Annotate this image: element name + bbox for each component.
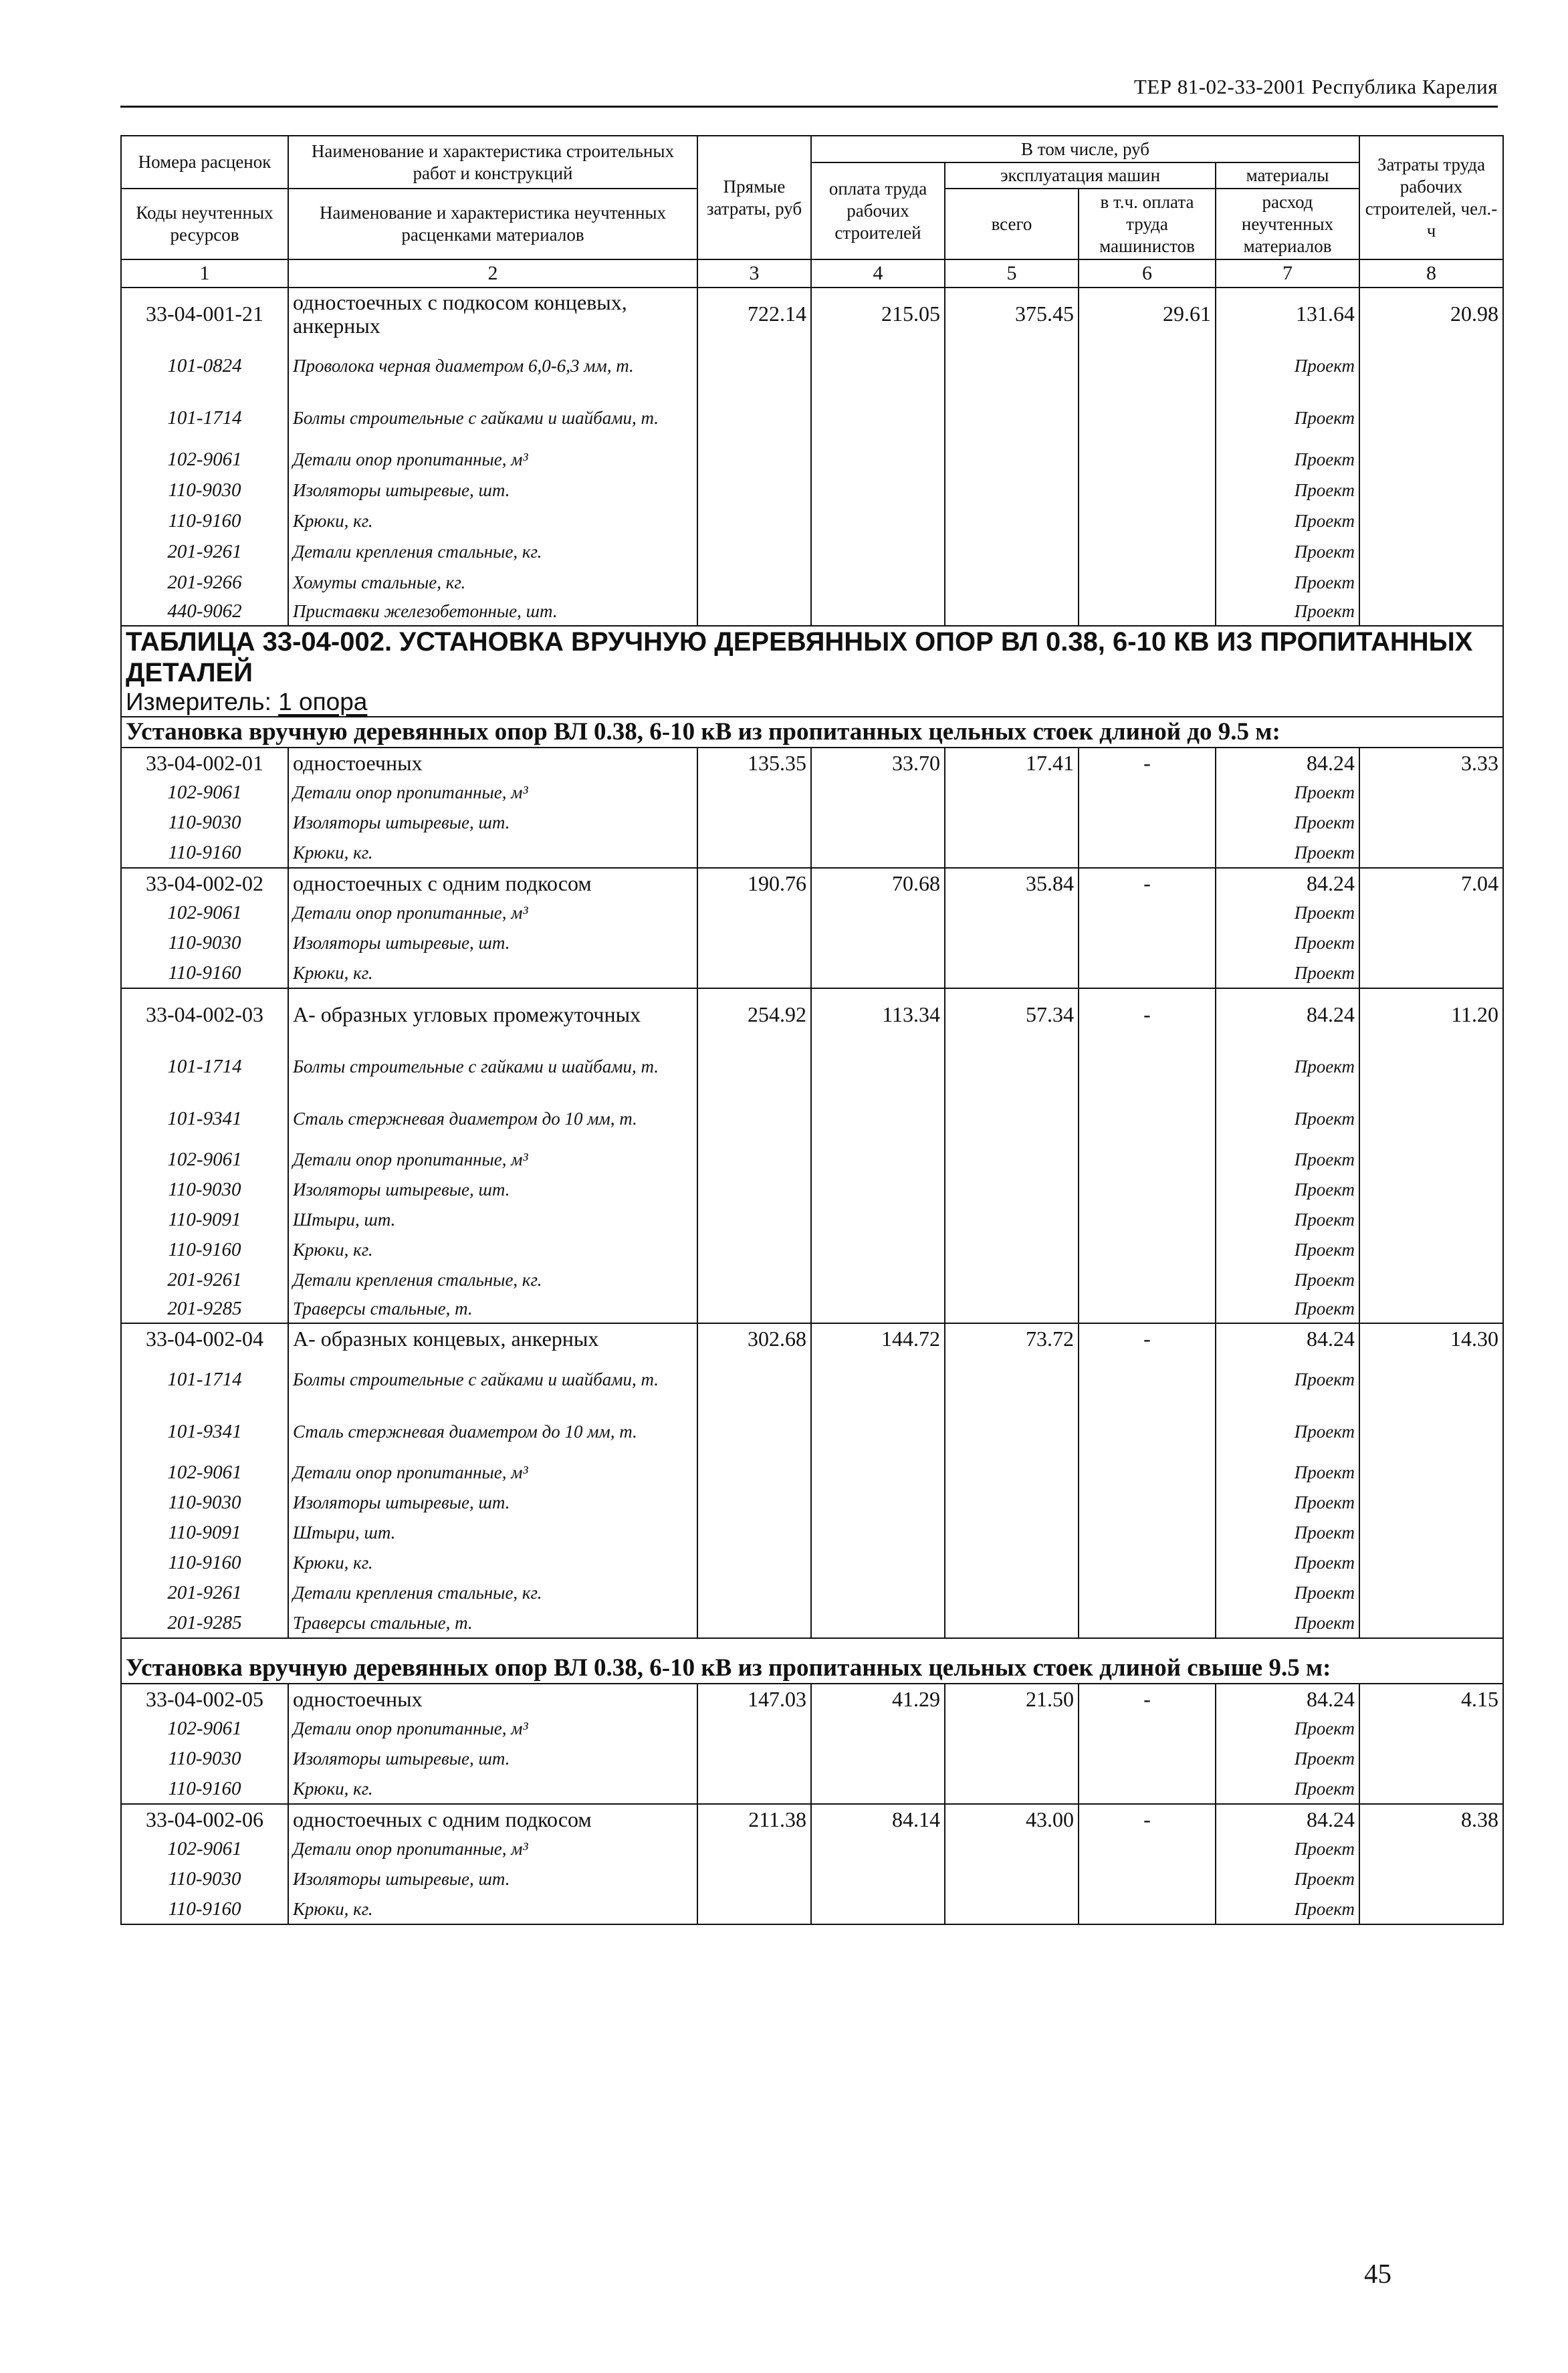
rate-code: 33-04-002-02 [121, 868, 288, 898]
material-name: Изоляторы штыревые, шт. [288, 928, 697, 958]
operator-wages: - [1079, 1804, 1216, 1834]
header-including: В том числе, руб [811, 136, 1359, 162]
material-name: Изоляторы штыревые, шт. [288, 1744, 697, 1774]
resource-code: 110-9030 [121, 1488, 288, 1518]
material-row [121, 1093, 1503, 1145]
rate-row [121, 1684, 1503, 1714]
machine-costs: 21.50 [945, 1684, 1079, 1714]
material-name: Детали крепления стальные, кг. [288, 536, 697, 567]
material-name: Детали опор пропитанные, м³ [288, 444, 697, 475]
material-row [121, 1205, 1503, 1235]
resource-code: 102-9061 [121, 898, 288, 928]
material-row [121, 1894, 1503, 1924]
rate-row [121, 988, 1503, 1040]
rate-code: 33-04-002-01 [121, 748, 288, 778]
measure-unit [121, 688, 1503, 717]
header-machine-operation: эксплуатация машин [945, 162, 1216, 189]
material-value: Проект [1216, 1405, 1359, 1458]
material-row [121, 928, 1503, 958]
rate-table [120, 135, 1504, 1925]
material-costs: 84.24 [1216, 868, 1359, 898]
material-name: Детали опор пропитанные, м³ [288, 898, 697, 928]
section-heading: Установка вручную деревянных опор ВЛ 0.38, 6-10 кВ из пропитанных цельных стоек длиной свыше 9.5 м: [121, 1638, 1503, 1684]
rate-name: одностоечных [288, 748, 697, 778]
resource-code: 110-9030 [121, 475, 288, 505]
resource-code: 110-9030 [121, 928, 288, 958]
column-number: 2 [288, 259, 697, 288]
material-name: Детали опор пропитанные, м³ [288, 1458, 697, 1488]
resource-code: 102-9061 [121, 1714, 288, 1744]
material-name: Сталь стержневая диаметром до 10 мм, т. [288, 1405, 697, 1458]
material-name: Детали опор пропитанные, м³ [288, 1714, 697, 1744]
material-value: Проект [1216, 1834, 1359, 1864]
measure-value: 1 опора [278, 688, 368, 715]
direct-costs: 190.76 [697, 868, 811, 898]
material-costs: 131.64 [1216, 288, 1359, 340]
direct-costs: 211.38 [697, 1804, 811, 1834]
rate-row [121, 1804, 1503, 1834]
column-number: 7 [1216, 259, 1359, 288]
header-rate-numbers: Номера расценок [121, 136, 288, 189]
rate-row [121, 288, 1503, 340]
material-value: Проект [1216, 1608, 1359, 1638]
material-costs: 84.24 [1216, 1323, 1359, 1353]
material-name: Крюки, кг. [288, 958, 697, 988]
material-value: Проект [1216, 1488, 1359, 1518]
labor-costs: 3.33 [1359, 748, 1503, 778]
material-value: Проект [1216, 505, 1359, 536]
material-name: Детали опор пропитанные, м³ [288, 778, 697, 808]
resource-code: 201-9266 [121, 567, 288, 598]
resource-code: 201-9285 [121, 1608, 288, 1638]
material-row [121, 392, 1503, 444]
material-value: Проект [1216, 1040, 1359, 1093]
resource-code: 201-9261 [121, 1578, 288, 1608]
material-value: Проект [1216, 1518, 1359, 1548]
header-worker-wages: оплата труда рабочих строителей [811, 162, 945, 259]
worker-wages: 84.14 [811, 1804, 945, 1834]
material-row [121, 808, 1503, 838]
resource-code: 110-9160 [121, 1894, 288, 1924]
material-row [121, 838, 1503, 868]
material-row [121, 1265, 1503, 1295]
worker-wages: 215.05 [811, 288, 945, 340]
resource-code: 201-9261 [121, 536, 288, 567]
machine-costs: 57.34 [945, 988, 1079, 1040]
resource-code: 110-9030 [121, 808, 288, 838]
material-row [121, 1714, 1503, 1744]
page-header-reference: ТЕР 81-02-33-2001 Республика Карелия [1133, 75, 1498, 98]
resource-code: 110-9160 [121, 505, 288, 536]
material-row [121, 1578, 1503, 1608]
material-row [121, 1295, 1503, 1323]
material-value: Проект [1216, 808, 1359, 838]
material-name: Детали опор пропитанные, м³ [288, 1145, 697, 1175]
material-value: Проект [1216, 778, 1359, 808]
material-row [121, 898, 1503, 928]
material-row [121, 1040, 1503, 1093]
rate-name: одностоечных с одним подкосом [288, 868, 697, 898]
material-value: Проект [1216, 1235, 1359, 1265]
resource-code: 201-9261 [121, 1265, 288, 1295]
material-name: Изоляторы штыревые, шт. [288, 1175, 697, 1205]
operator-wages: - [1079, 868, 1216, 898]
resource-code: 201-9285 [121, 1295, 288, 1323]
operator-wages: - [1079, 748, 1216, 778]
column-number: 6 [1079, 259, 1216, 288]
material-value: Проект [1216, 1145, 1359, 1175]
labor-costs: 4.15 [1359, 1684, 1503, 1714]
rate-code: 33-04-002-03 [121, 988, 288, 1040]
header-operator-wages: в т.ч. оплата труда машинистов [1079, 189, 1216, 259]
rate-code: 33-04-002-06 [121, 1804, 288, 1834]
rate-row [121, 868, 1503, 898]
material-name: Крюки, кг. [288, 838, 697, 868]
material-row [121, 1774, 1503, 1804]
rate-name: А- образных концевых, анкерных [288, 1323, 697, 1353]
material-value: Проект [1216, 1548, 1359, 1578]
material-name: Крюки, кг. [288, 505, 697, 536]
header-material-consumption: расход неучтенных материалов [1216, 189, 1359, 259]
material-row [121, 505, 1503, 536]
section-heading: Установка вручную деревянных опор ВЛ 0.38, 6-10 кВ из пропитанных цельных стоек длиной до 9.5 м: [121, 717, 1503, 748]
material-row [121, 1518, 1503, 1548]
material-row [121, 1353, 1503, 1405]
material-name: Траверсы стальные, т. [288, 1295, 697, 1323]
resource-code: 110-9160 [121, 1235, 288, 1265]
worker-wages: 113.34 [811, 988, 945, 1040]
direct-costs: 135.35 [697, 748, 811, 778]
operator-wages: - [1079, 1323, 1216, 1353]
material-value: Проект [1216, 1894, 1359, 1924]
direct-costs: 722.14 [697, 288, 811, 340]
material-value: Проект [1216, 838, 1359, 868]
worker-wages: 70.68 [811, 868, 945, 898]
machine-costs: 43.00 [945, 1804, 1079, 1834]
rate-code: 33-04-001-21 [121, 288, 288, 340]
material-name: Детали опор пропитанные, м³ [288, 1834, 697, 1864]
page-number: 45 [1364, 2258, 1391, 2289]
material-row [121, 536, 1503, 567]
material-value: Проект [1216, 1265, 1359, 1295]
material-value: Проект [1216, 567, 1359, 598]
material-row [121, 598, 1503, 626]
resource-code: 101-9341 [121, 1093, 288, 1145]
material-value: Проект [1216, 1864, 1359, 1894]
rate-code: 33-04-002-04 [121, 1323, 288, 1353]
labor-costs: 8.38 [1359, 1804, 1503, 1834]
material-row [121, 1864, 1503, 1894]
material-row [121, 1458, 1503, 1488]
header-direct-costs: Прямые затраты, руб [697, 136, 811, 259]
material-row [121, 567, 1503, 598]
direct-costs: 254.92 [697, 988, 811, 1040]
resource-code: 102-9061 [121, 1458, 288, 1488]
resource-code: 102-9061 [121, 444, 288, 475]
machine-costs: 375.45 [945, 288, 1079, 340]
resource-code: 102-9061 [121, 1145, 288, 1175]
material-row [121, 475, 1503, 505]
material-name: Крюки, кг. [288, 1774, 697, 1804]
resource-code: 440-9062 [121, 598, 288, 626]
material-name: Изоляторы штыревые, шт. [288, 808, 697, 838]
material-row [121, 1175, 1503, 1205]
resource-code: 110-9160 [121, 958, 288, 988]
material-row [121, 1405, 1503, 1458]
operator-wages: - [1079, 988, 1216, 1040]
material-value: Проект [1216, 1458, 1359, 1488]
measure-label: Измеритель: [126, 688, 271, 715]
table-title: ТАБЛИЦА 33-04-002. УСТАНОВКА ВРУЧНУЮ ДЕРЕВЯННЫХ ОПОР ВЛ 0.38, 6-10 КВ ИЗ ПРОПИТАННЫХ ДЕТАЛЕЙ [121, 626, 1503, 688]
rate-code: 33-04-002-05 [121, 1684, 288, 1714]
material-row [121, 1548, 1503, 1578]
resource-code: 101-1714 [121, 392, 288, 444]
material-value: Проект [1216, 1353, 1359, 1405]
resource-code: 110-9160 [121, 838, 288, 868]
labor-costs: 7.04 [1359, 868, 1503, 898]
material-value: Проект [1216, 1175, 1359, 1205]
rate-name: одностоечных с подкосом концевых, анкерных [288, 288, 697, 340]
material-name: Болты строительные с гайками и шайбами, т. [288, 1040, 697, 1093]
material-value: Проект [1216, 1295, 1359, 1323]
header-labor-costs: Затраты труда рабочих строителей, чел.-ч [1359, 136, 1503, 259]
material-value: Проект [1216, 958, 1359, 988]
material-row [121, 340, 1503, 392]
material-name: Изоляторы штыревые, шт. [288, 475, 697, 505]
material-value: Проект [1216, 1774, 1359, 1804]
rate-name: А- образных угловых промежуточных [288, 988, 697, 1040]
material-name: Изоляторы штыревые, шт. [288, 1864, 697, 1894]
material-name: Крюки, кг. [288, 1548, 697, 1578]
resource-code: 110-9160 [121, 1548, 288, 1578]
header-work-name: Наименование и характеристика строительных работ и конструкций [288, 136, 697, 189]
material-value: Проект [1216, 1205, 1359, 1235]
material-name: Изоляторы штыревые, шт. [288, 1488, 697, 1518]
resource-code: 110-9160 [121, 1774, 288, 1804]
operator-wages: 29.61 [1079, 288, 1216, 340]
material-value: Проект [1216, 1578, 1359, 1608]
column-number: 5 [945, 259, 1079, 288]
resource-code: 101-0824 [121, 340, 288, 392]
header-material-name: Наименование и характеристика неучтенных расценками материалов [288, 189, 697, 259]
resource-code: 102-9061 [121, 1834, 288, 1864]
material-value: Проект [1216, 1714, 1359, 1744]
labor-costs: 11.20 [1359, 988, 1503, 1040]
column-number: 4 [811, 259, 945, 288]
material-costs: 84.24 [1216, 988, 1359, 1040]
material-value: Проект [1216, 1093, 1359, 1145]
material-name: Траверсы стальные, т. [288, 1608, 697, 1638]
material-row [121, 1834, 1503, 1864]
resource-code: 110-9091 [121, 1518, 288, 1548]
resource-code: 110-9030 [121, 1864, 288, 1894]
resource-code: 101-9341 [121, 1405, 288, 1458]
material-name: Хомуты стальные, кг. [288, 567, 697, 598]
labor-costs: 14.30 [1359, 1323, 1503, 1353]
material-value: Проект [1216, 898, 1359, 928]
material-name: Приставки железобетонные, шт. [288, 598, 697, 626]
material-row [121, 1235, 1503, 1265]
direct-costs: 147.03 [697, 1684, 811, 1714]
column-number: 1 [121, 259, 288, 288]
header-materials: материалы [1216, 162, 1359, 189]
labor-costs: 20.98 [1359, 288, 1503, 340]
header-machines-total: всего [945, 189, 1079, 259]
material-value: Проект [1216, 598, 1359, 626]
material-name: Болты строительные с гайками и шайбами, т. [288, 392, 697, 444]
rate-name: одностоечных [288, 1684, 697, 1714]
material-row [121, 1744, 1503, 1774]
material-row [121, 778, 1503, 808]
column-number: 3 [697, 259, 811, 288]
material-value: Проект [1216, 928, 1359, 958]
material-name: Штыри, шт. [288, 1205, 697, 1235]
resource-code: 110-9030 [121, 1175, 288, 1205]
machine-costs: 73.72 [945, 1323, 1079, 1353]
material-costs: 84.24 [1216, 1804, 1359, 1834]
material-costs: 84.24 [1216, 748, 1359, 778]
machine-costs: 35.84 [945, 868, 1079, 898]
header-resource-codes: Коды неучтенных ресурсов [121, 189, 288, 259]
material-name: Детали крепления стальные, кг. [288, 1265, 697, 1295]
material-value: Проект [1216, 444, 1359, 475]
operator-wages: - [1079, 1684, 1216, 1714]
material-row [121, 444, 1503, 475]
header-divider [120, 106, 1498, 108]
resource-code: 101-1714 [121, 1353, 288, 1405]
rate-row [121, 748, 1503, 778]
material-value: Проект [1216, 340, 1359, 392]
resource-code: 110-9030 [121, 1744, 288, 1774]
material-name: Болты строительные с гайками и шайбами, т. [288, 1353, 697, 1405]
resource-code: 110-9091 [121, 1205, 288, 1235]
resource-code: 102-9061 [121, 778, 288, 808]
material-name: Крюки, кг. [288, 1235, 697, 1265]
material-row [121, 1488, 1503, 1518]
machine-costs: 17.41 [945, 748, 1079, 778]
material-row [121, 1145, 1503, 1175]
resource-code: 101-1714 [121, 1040, 288, 1093]
worker-wages: 41.29 [811, 1684, 945, 1714]
material-name: Проволока черная диаметром 6,0-6,3 мм, т. [288, 340, 697, 392]
material-name: Детали крепления стальные, кг. [288, 1578, 697, 1608]
material-costs: 84.24 [1216, 1684, 1359, 1714]
rate-name: одностоечных с одним подкосом [288, 1804, 697, 1834]
direct-costs: 302.68 [697, 1323, 811, 1353]
material-name: Штыри, шт. [288, 1518, 697, 1548]
worker-wages: 33.70 [811, 748, 945, 778]
rate-row [121, 1323, 1503, 1353]
worker-wages: 144.72 [811, 1323, 945, 1353]
material-name: Крюки, кг. [288, 1894, 697, 1924]
material-name: Сталь стержневая диаметром до 10 мм, т. [288, 1093, 697, 1145]
material-value: Проект [1216, 536, 1359, 567]
material-value: Проект [1216, 1744, 1359, 1774]
material-row [121, 1608, 1503, 1638]
material-value: Проект [1216, 475, 1359, 505]
material-value: Проект [1216, 392, 1359, 444]
column-number: 8 [1359, 259, 1503, 288]
material-row [121, 958, 1503, 988]
